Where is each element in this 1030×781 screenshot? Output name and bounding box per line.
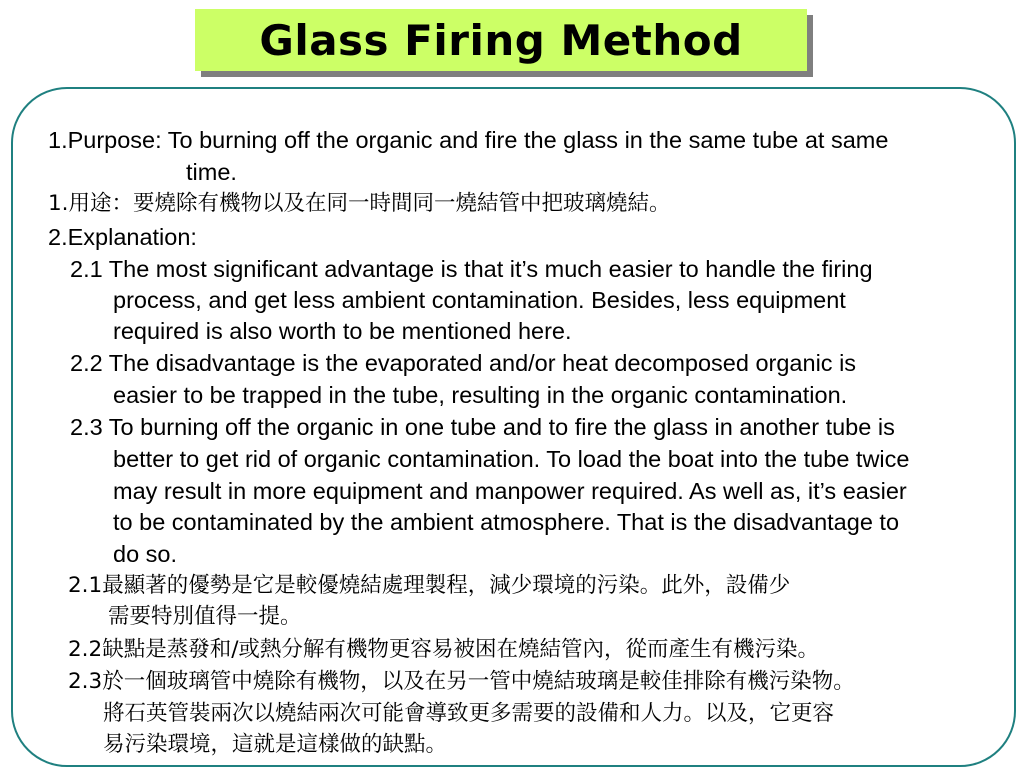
purpose-line-1: 1.Purpose: To burning off the organic and fire the glass in the same tube at same: [48, 127, 889, 153]
zh-item-2-3-line-2: 將石英管裝兩次以燒結兩次可能會導致更多需要的設備和人力。以及，它更容: [103, 701, 835, 726]
item-2-1-line-2: process, and get less ambient contamination. Besides, less equipment: [113, 287, 846, 313]
zh-item-2-2-line: 2.2缺點是蒸發和/或熱分解有機物更容易被困在燒結管內，從而產生有機污染。: [68, 637, 819, 662]
item-2-1-line-1: 2.1 The most significant advantage is that it’s much easier to handle the firing: [70, 256, 873, 282]
item-2-3-line-1: 2.3 To burning off the organic in one tube and to fire the glass in another tube is: [70, 414, 895, 440]
explanation-heading: 2.Explanation:: [48, 224, 197, 250]
zh-item-2-1-line-2: 需要特別值得一提。: [108, 604, 302, 629]
title-banner: [195, 9, 807, 71]
item-2-3-line-5: do so.: [113, 541, 178, 567]
item-2-3-line-3: may result in more equipment and manpower required. As well as, it’s easier: [113, 478, 907, 504]
item-2-3-line-4: to be contaminated by the ambient atmosphere. That is the disadvantage to: [113, 509, 900, 535]
item-2-2-line-2: easier to be trapped in the tube, resulting in the organic contamination.: [113, 382, 848, 408]
purpose-zh-line: 1.用途：要燒除有機物以及在同一時間同一燒結管中把玻璃燒結。: [48, 191, 671, 216]
item-2-2-line-1: 2.2 The disadvantage is the evaporated and/or heat decomposed organic is: [70, 350, 857, 376]
item-2-3-line-2: better to get rid of organic contamination. To load the boat into the tube twice: [113, 446, 910, 472]
zh-item-2-3-line-3: 易污染環境，這就是這樣做的缺點。: [103, 732, 448, 757]
purpose-line-2: time.: [186, 159, 237, 185]
item-2-1-line-3: required is also worth to be mentioned here.: [113, 318, 572, 344]
zh-item-2-1-line-1: 2.1最顯著的優勢是它是較優燒結處理製程，減少環境的污染。此外，設備少: [68, 573, 791, 598]
page-title: Glass Firing Method: [259, 15, 743, 65]
zh-item-2-3-line-1: 2.3於一個玻璃管中燒除有機物，以及在另一管中燒結玻璃是較佳排除有機污染物。: [68, 669, 855, 694]
